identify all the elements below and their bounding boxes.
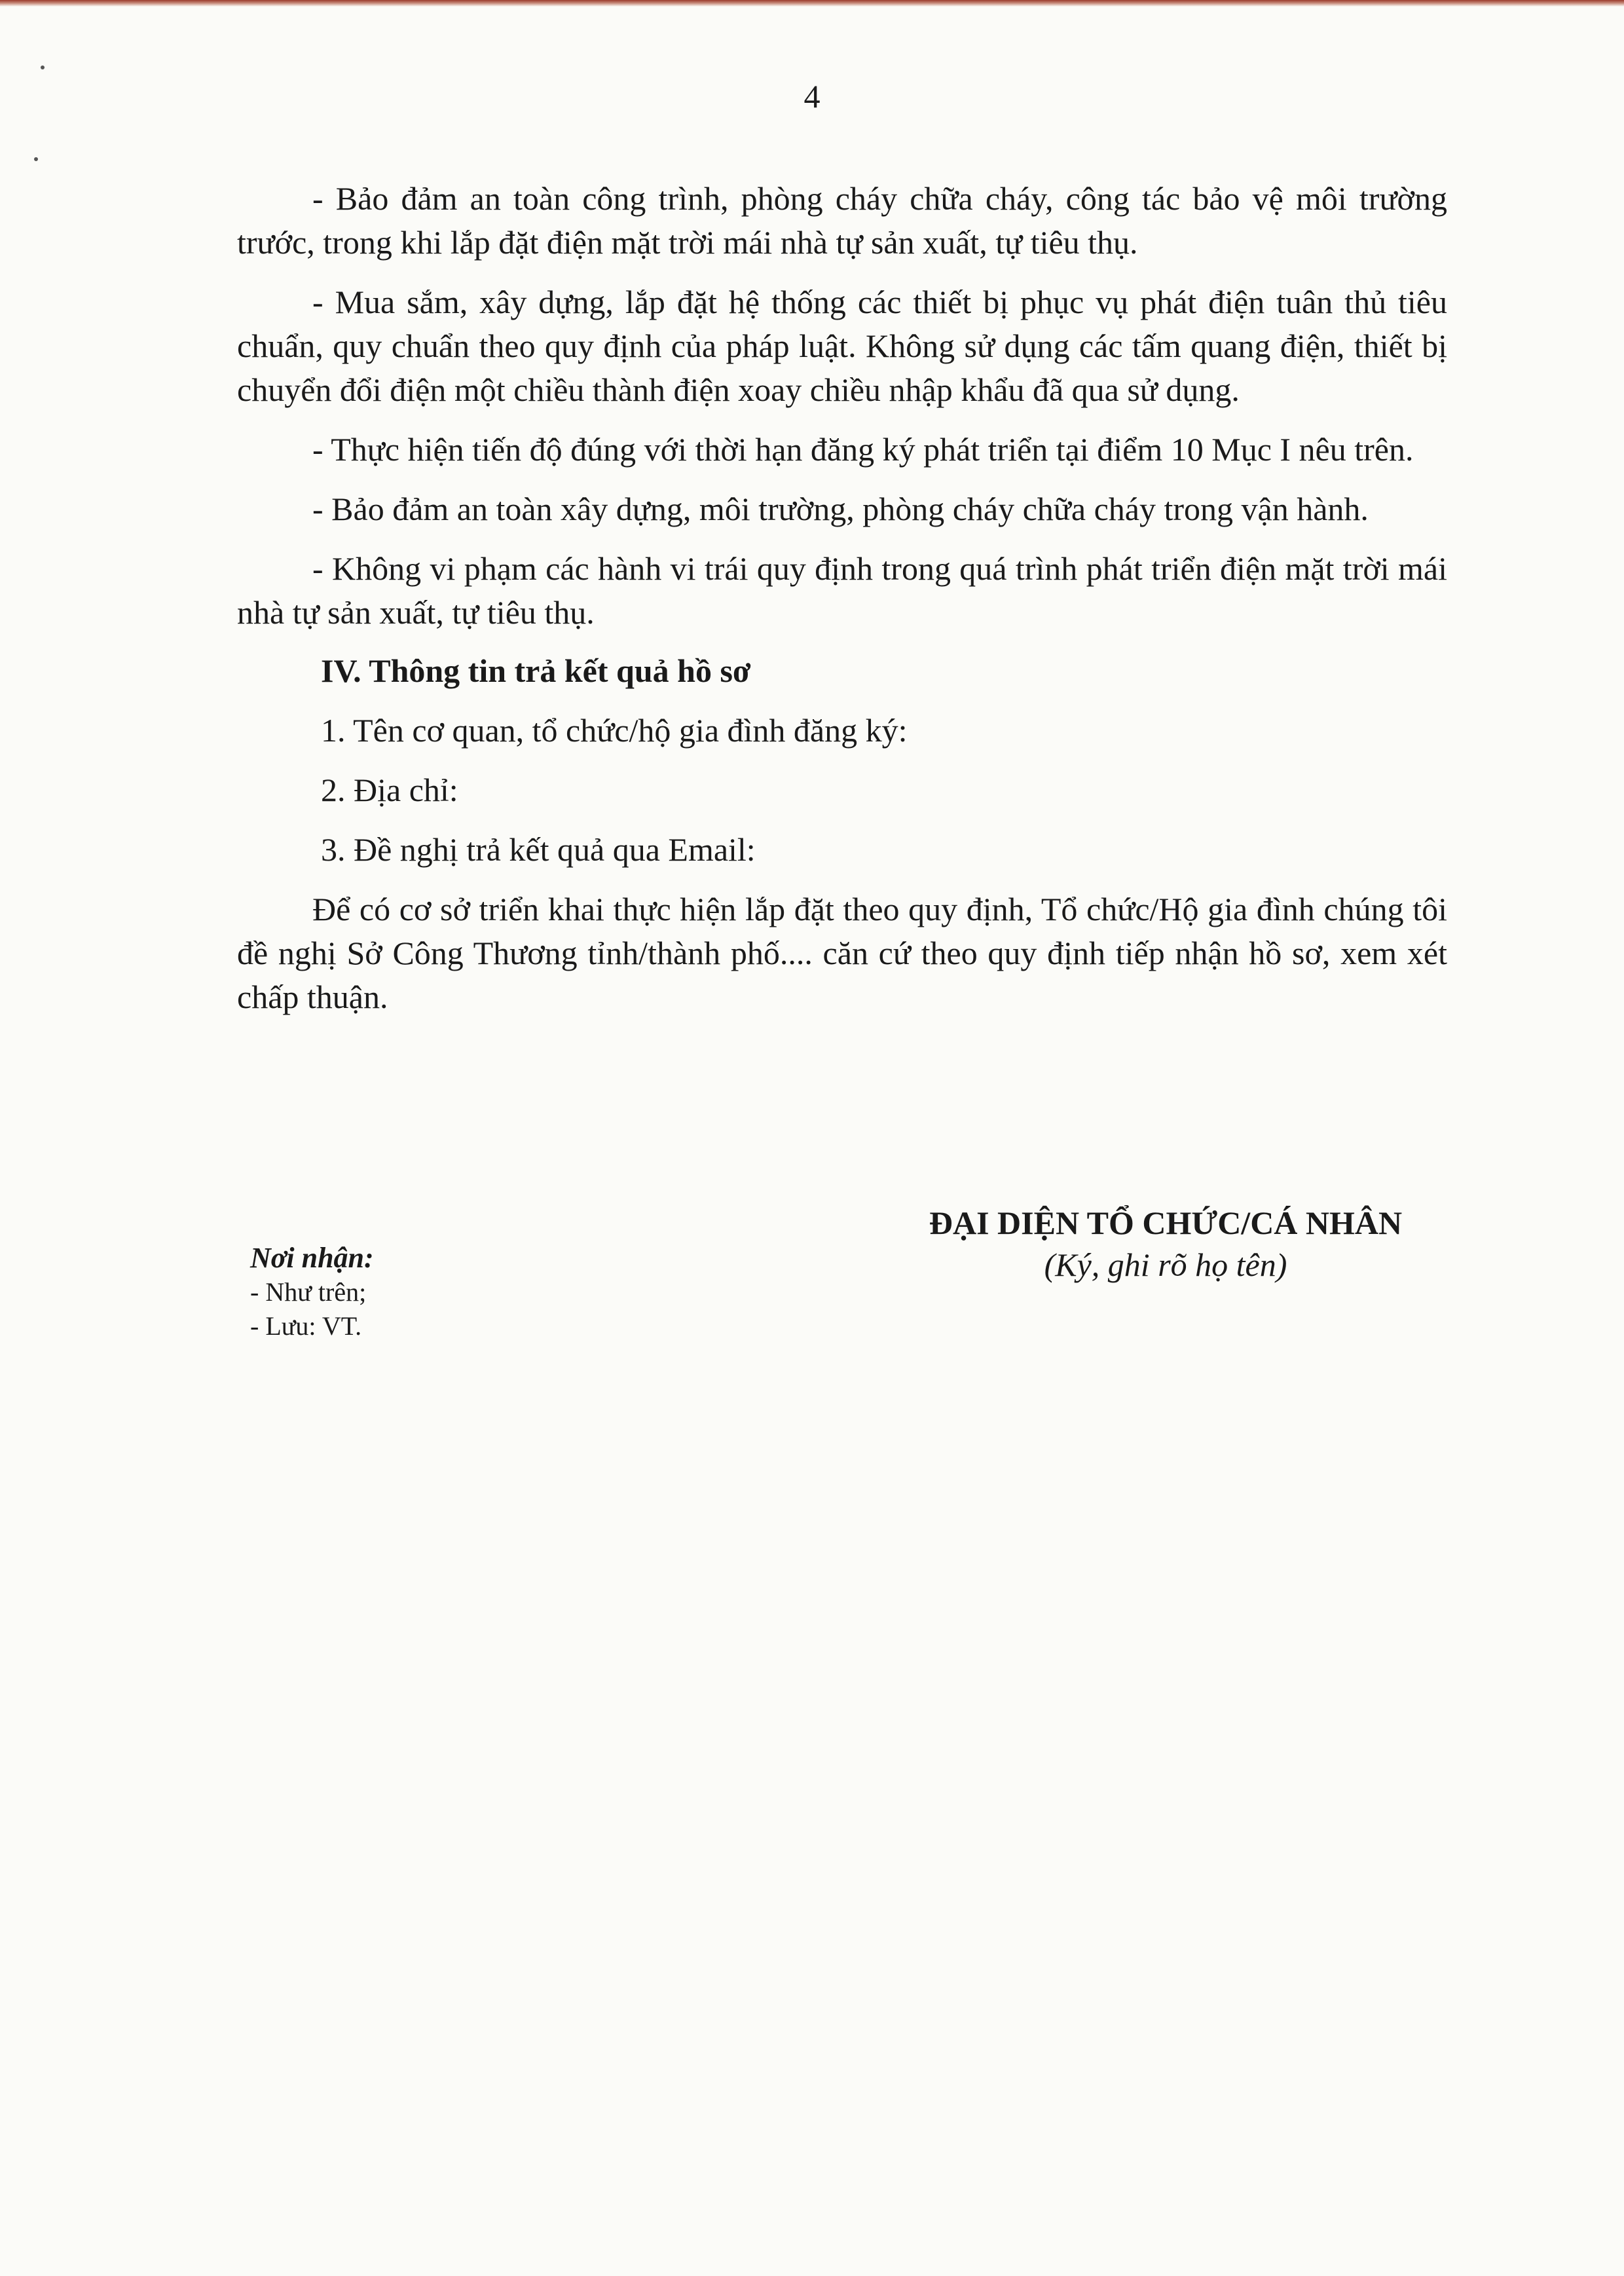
scan-speck: [34, 157, 38, 161]
recipients-label: Nơi nhận:: [250, 1242, 374, 1274]
closing-paragraph: Để có cơ sở triển khai thực hiện lắp đặt theo quy định, Tổ chức/Hộ gia đình chúng tôi đề nghị Sở Công Thương tỉnh/thành phố.... căn cứ theo quy định tiếp nhận hồ sơ, xem xét chấp thuận.: [237, 891, 1447, 1015]
commitment-paragraph: - Mua sắm, xây dựng, lắp đặt hệ thống các thiết bị phục vụ phát điện tuân thủ tiêu chuẩn, quy chuẩn theo quy định của pháp luật. Không sử dụng các tấm quang điện, thiết bị chuyển đổi điện một chiều thành điện xoay chiều nhập khẩu đã qua sử dụng.: [237, 284, 1447, 408]
section-iv-item: 3. Đề nghị trả kết quả qua Email:: [321, 831, 756, 868]
commitment-paragraph: - Bảo đảm an toàn xây dựng, môi trường, phòng cháy chữa cháy trong vận hành.: [312, 491, 1369, 527]
commitment-paragraph: - Bảo đảm an toàn công trình, phòng cháy chữa cháy, công tác bảo vệ môi trường trước, trong khi lắp đặt điện mặt trời mái nhà tự sản xuất, tự tiêu thụ.: [237, 180, 1447, 261]
signature-block: [871, 1202, 1460, 1286]
recipient-entry: - Như trên;: [250, 1277, 367, 1307]
section-iv-item: 2. Địa chỉ:: [321, 772, 458, 808]
recipient-entry: - Lưu: VT.: [250, 1311, 362, 1341]
recipients-block: [250, 1241, 374, 1343]
page-top-edge: [0, 0, 1624, 7]
signature-note: (Ký, ghi rõ họ tên): [1044, 1246, 1287, 1283]
scan-speck: [41, 65, 45, 69]
section-iv-item: 1. Tên cơ quan, tổ chức/hộ gia đình đăng ký:: [321, 712, 908, 749]
commitment-paragraph: - Thực hiện tiến độ đúng với thời hạn đăng ký phát triển tại điểm 10 Mục I nêu trên.: [312, 431, 1414, 468]
signature-title: ĐẠI DIỆN TỔ CHỨC/CÁ NHÂN: [929, 1204, 1403, 1241]
section-iv-heading: IV. Thông tin trả kết quả hồ sơ: [321, 652, 751, 689]
page-number: 4: [803, 78, 821, 115]
commitment-paragraph: - Không vi phạm các hành vi trái quy định trong quá trình phát triển điện mặt trời mái nhà tự sản xuất, tự tiêu thụ.: [237, 550, 1447, 631]
document-body: [237, 177, 1447, 1035]
